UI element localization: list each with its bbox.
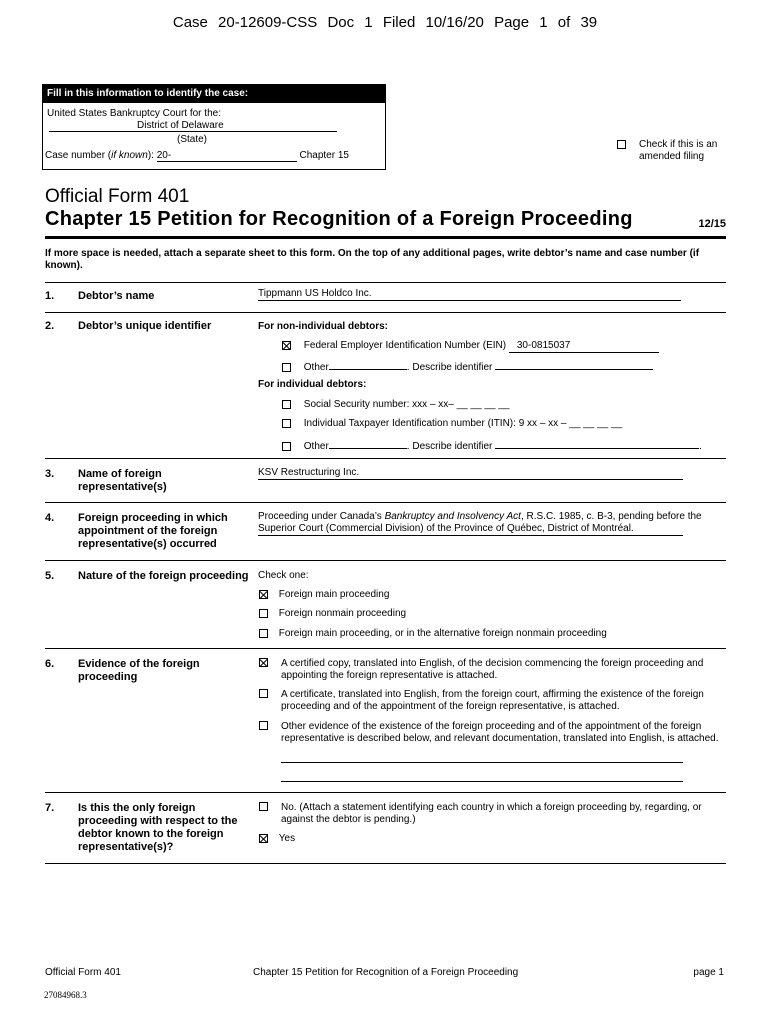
debtor-name-label: Debtor’s name [78,290,155,302]
foreign-main-label: Foreign main proceeding [278,589,390,600]
item-number: 4. [45,512,55,524]
individual-heading: For individual debtors: [258,379,367,390]
proceeding-court: Superior Court (Commercial Division) of the Province of Québec, District of Montréal. [258,523,634,534]
itin-checkbox[interactable] [282,419,291,428]
proceeding-act-name: Bankruptcy and Insolvency Act [384,511,521,522]
check-one-label: Check one: [258,570,309,581]
section-divider [45,312,726,313]
case-number-label-suffix: ): [147,150,154,161]
section-divider [45,648,726,649]
chapter-label: Chapter 15 [299,150,349,161]
ssn-checkbox[interactable] [282,400,291,409]
foreign-proceeding-value [258,511,718,536]
non-individual-heading: For non-individual debtors: [258,321,388,332]
evidence-option [259,657,704,681]
foreign-representative-label: Name of foreign representative(s) [78,468,167,493]
certified-copy-line1: A certified copy, translated into English, of the decision commencing the foreign proceeding and [281,658,704,669]
yes-label: Yes [278,833,296,844]
itin-row [282,418,622,430]
main-or-nonmain-checkbox[interactable] [259,629,268,638]
form-id: Official Form 401 [45,186,190,207]
other-evidence-line1: Other evidence of the existence of the foreign proceeding and of the appointment of the foreign [281,721,702,732]
footer-page-number: page 1 [693,967,724,978]
court-label: United States Bankruptcy Court for the: [47,108,221,119]
case-number-value: 20- [156,150,172,161]
debtor-identifier-label: Debtor’s unique identifier [78,320,212,332]
describe-identifier-label: . Describe identifier [406,362,493,373]
nature-option [259,608,406,620]
state-label: (State) [177,134,208,145]
ssn-row [282,399,509,411]
other-evidence-line2: representative is described below, and relevant documentation, translated into English, is attached. [281,733,719,744]
foreign-nonmain-label: Foreign nonmain proceeding [278,608,407,619]
no-line1: No. (Attach a statement identifying each country in which a foreign proceeding by, regarding, or [281,802,702,813]
section-divider [45,560,726,561]
certificate-checkbox[interactable] [259,689,268,698]
instructions-note: If more space is needed, attach a separate sheet to this form. On the top of any additional pages, write debtor’s name and case number (if known). [45,248,700,271]
form-date: 12/15 [698,218,726,230]
amended-label-line1: Check if this is an [639,139,718,150]
section-divider [45,792,726,793]
other-identifier-checkbox[interactable] [282,363,291,372]
only-proceeding-label: Is this the only foreign proceeding with respect to the debtor known to the foreign representative(s)? [78,802,238,853]
foreign-representative-field[interactable] [258,467,683,480]
doc-number-header: Doc 1 [327,14,373,31]
other-individual-checkbox[interactable] [282,442,291,451]
ein-label: Federal Employer Identification Number (EIN) [303,340,507,351]
title-rule [45,236,726,239]
evidence-description-line[interactable] [281,762,683,763]
no-line2: against the debtor is pending.) [281,814,416,825]
certified-copy-checkbox[interactable] [259,658,268,667]
district-field[interactable] [49,120,337,132]
only-proceeding-yes-option [259,833,295,845]
other-evidence-checkbox[interactable] [259,721,268,730]
describe-identifier-field[interactable] [495,359,653,370]
no-checkbox[interactable] [259,802,268,811]
case-number-field[interactable] [157,150,297,162]
describe-individual-field[interactable] [495,438,699,449]
evidence-option [259,720,719,744]
nature-of-proceeding-label: Nature of the foreign proceeding [78,570,249,582]
case-number-label-italic: if known [111,150,148,161]
filed-date-header: Filed 10/16/20 [382,14,484,31]
only-proceeding-no-option [259,801,702,825]
certified-copy-line2: appointing the foreign representative is attached. [281,670,498,681]
other-identifier-field[interactable] [329,359,407,370]
foreign-proceeding-label: Foreign proceeding in which appointment of the foreign representative(s) occurred [78,512,228,550]
debtor-name-value: Tippmann US Holdco Inc. [258,288,372,299]
item-number: 3. [45,468,55,480]
other-individual-label: Other [303,441,329,452]
certificate-text [281,689,704,713]
case-number-row [45,150,349,162]
foreign-representative-value: KSV Restructuring Inc. [258,467,360,478]
no-text [281,802,702,826]
proceeding-text-post: , R.S.C. 1985, c. B-3, pending before the [520,511,702,522]
evidence-description-line[interactable] [281,781,683,782]
amended-checkbox[interactable] [617,140,626,149]
ssn-label: Social Security number: xxx – xx– __ __ __ __ [303,399,510,410]
page-count-header: Page 1 of 39 [494,14,598,31]
certificate-line1: A certificate, translated into English, from the foreign court, affirming the existence of the foreign [281,689,704,700]
yes-checkbox[interactable] [259,834,268,843]
debtor-name-field[interactable] [258,288,681,301]
footer-form-title: Chapter 15 Petition for Recognition of a Foreign Proceeding [253,967,519,978]
other-individual-row: Other . Describe identifier . [282,438,702,453]
proceeding-text-pre: Proceeding under Canada’s [258,511,385,522]
main-or-nonmain-label: Foreign main proceeding, or in the alternative foreign nonmain proceeding [278,628,607,639]
ein-row [282,340,659,353]
ein-checkbox[interactable] [282,341,291,350]
other-evidence-text [281,721,719,745]
other-individual-field[interactable] [329,438,407,449]
case-number-label: Case number ( [45,150,112,161]
foreign-nonmain-checkbox[interactable] [259,609,268,618]
nature-option [259,628,607,640]
item-number: 1. [45,290,55,302]
section-divider [45,502,726,503]
foreign-main-checkbox[interactable] [259,590,268,599]
item-number: 7. [45,802,55,814]
amended-filing-option[interactable] [617,139,718,162]
other-identifier-row [282,359,653,374]
item-number: 5. [45,570,55,582]
other-identifier-label: Other [303,362,329,373]
ein-field[interactable] [509,340,659,353]
document-number: 27084968.3 [44,990,87,1000]
nature-option [259,589,389,601]
page-header [0,14,770,31]
section-divider [45,458,726,459]
certified-copy-text [281,658,703,682]
amended-label [639,139,739,163]
identification-heading: Fill in this information to identify the case: [43,85,385,103]
form-title: Chapter 15 Petition for Recognition of a Foreign Proceeding [45,208,633,230]
certificate-line2: proceeding and of the appointment of the foreign representative, is attached. [281,701,620,712]
ein-value: 30-0815037 [516,340,571,351]
item-number: 2. [45,320,55,332]
case-identification-box [42,84,386,170]
section-divider [45,282,726,283]
case-number-header: Case 20-12609-CSS [172,14,318,31]
evidence-option [259,688,704,712]
evidence-label: Evidence of the foreign proceeding [78,658,200,683]
section-divider [45,863,726,864]
amended-label-line2: amended filing [639,151,705,162]
footer-form-id: Official Form 401 [45,967,121,978]
district-value: District of Delaware [137,120,224,131]
itin-label: Individual Taxpayer Identification number (ITIN): 9 xx – xx – __ __ __ __ [303,418,623,429]
describe-individual-label: . Describe identifier [406,441,493,452]
item-number: 6. [45,658,55,670]
